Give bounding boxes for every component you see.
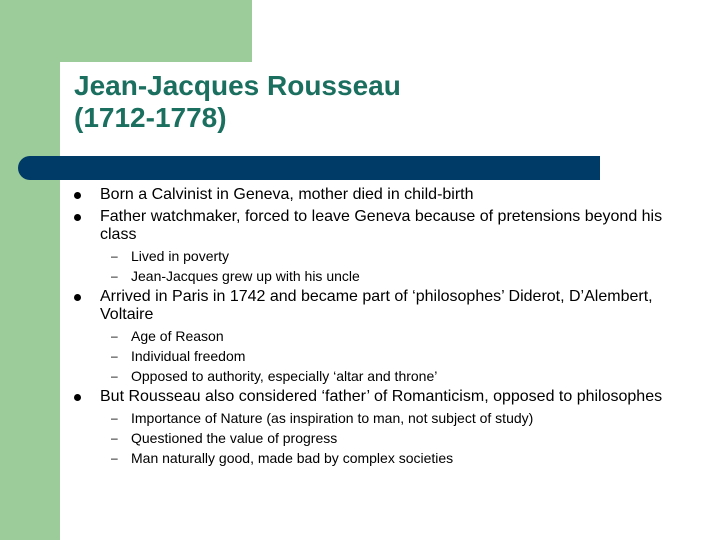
bullet-text: Arrived in Paris in 1742 and became part of ‘philosophes’ Diderot, D’Alembert, Voltaire — [100, 288, 653, 323]
bullet-text: But Rousseau also considered ‘father’ of Romanticism, opposed to philosophes — [100, 388, 663, 405]
sub-bullet-list — [100, 248, 674, 284]
dash-marker-icon: – — [111, 269, 118, 283]
dash-marker-icon: – — [111, 431, 118, 445]
green-side-band — [0, 0, 60, 540]
bullet-dot-icon — [74, 192, 81, 199]
bullet-dot-icon — [74, 394, 81, 401]
sub-bullet-item — [100, 450, 674, 466]
bullet-list — [74, 186, 674, 470]
dash-marker-icon: – — [111, 349, 118, 363]
sub-bullet-text: Questioned the value of progress — [131, 430, 338, 446]
dash-marker-icon: – — [111, 329, 118, 343]
title-line-1: Jean-Jacques Rousseau — [74, 70, 401, 101]
bullet-item — [74, 388, 674, 466]
dash-marker-icon: – — [111, 411, 118, 425]
bullet-item — [74, 288, 674, 384]
bullet-item — [74, 186, 674, 204]
sub-bullet-text: Individual freedom — [131, 348, 246, 364]
bullet-text: Born a Calvinist in Geneva, mother died in child-birth — [100, 186, 474, 203]
sub-bullet-item — [100, 368, 674, 384]
sub-bullet-item — [100, 328, 674, 344]
sub-bullet-text: Importance of Nature (as inspiration to man, not subject of study) — [131, 410, 534, 426]
sub-bullet-text: Jean-Jacques grew up with his uncle — [131, 268, 360, 284]
sub-bullet-text: Man naturally good, made bad by complex societies — [131, 450, 454, 466]
sub-bullet-item — [100, 410, 674, 426]
sub-bullet-list — [100, 328, 674, 384]
sub-bullet-item — [100, 248, 674, 264]
bullet-dot-icon — [74, 294, 81, 301]
bullet-text: Father watchmaker, forced to leave Geneva because of pretensions beyond his class — [100, 208, 663, 243]
sub-bullet-text: Opposed to authority, especially ‘altar and throne’ — [131, 368, 438, 384]
bullet-item — [74, 208, 674, 284]
sub-bullet-item — [100, 430, 674, 446]
title-line-2: (1712-1778) — [74, 102, 227, 133]
sub-bullet-text: Age of Reason — [131, 328, 224, 344]
sub-bullet-text: Lived in poverty — [131, 248, 230, 264]
slide-title — [74, 70, 401, 134]
dash-marker-icon: – — [111, 369, 118, 383]
dash-marker-icon: – — [111, 249, 118, 263]
sub-bullet-list — [100, 410, 674, 466]
sub-bullet-item — [100, 348, 674, 364]
bullet-dot-icon — [74, 214, 81, 221]
dash-marker-icon: – — [111, 451, 118, 465]
green-top-band — [0, 0, 252, 62]
sub-bullet-item — [100, 268, 674, 284]
title-divider-bar — [18, 156, 600, 180]
